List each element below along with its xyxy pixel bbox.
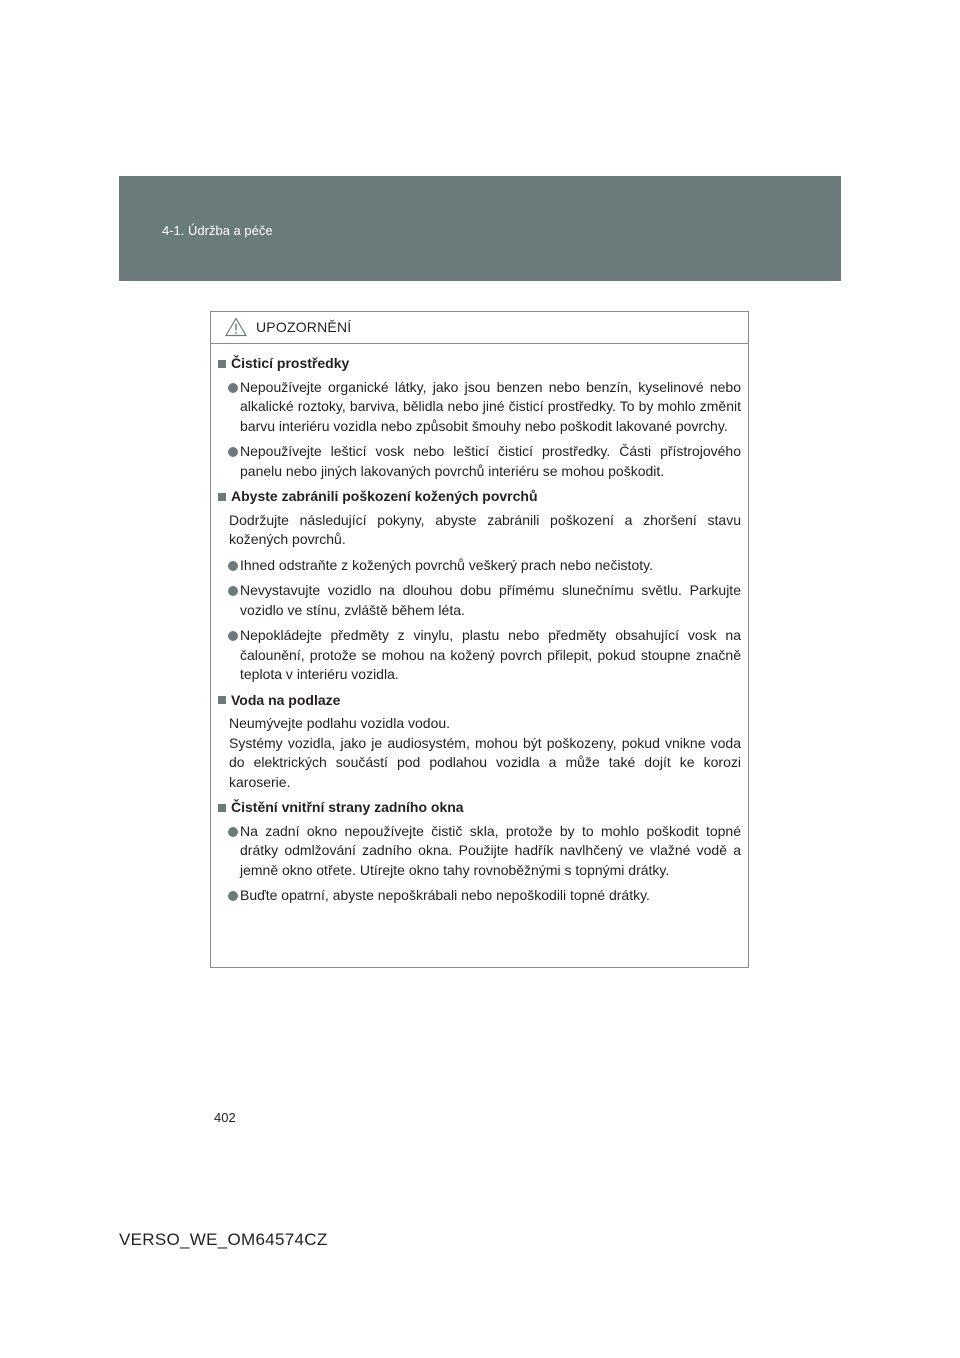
section-title-text: Čistění vnitřní strany zadního okna — [231, 799, 464, 815]
header-band — [119, 176, 841, 281]
round-bullet-icon — [228, 561, 238, 571]
list-item-text: Na zadní okno nepoužívejte čistič skla, protože by to mohlo poškodit topné drátky odmlžování zadního okna. Použijte hadřík navlhčený ve vlažné vodě a jemně okno otřete. Utírejte okno tahy rovnoběžnými s topnými drátky. — [240, 822, 741, 878]
list-item — [216, 556, 741, 576]
list-item — [216, 378, 741, 437]
warning-box — [210, 311, 749, 968]
list-item-text: Nepoužívejte lešticí vosk nebo lešticí čisticí prostředky. Části přístrojového panelu nebo jiných lakovaných povrchů interiéru se mohou poškodit. — [240, 443, 741, 479]
list-item — [216, 626, 741, 685]
round-bullet-icon — [228, 447, 238, 457]
warning-triangle-icon — [225, 317, 247, 337]
list-item — [216, 581, 741, 620]
round-bullet-icon — [228, 631, 238, 641]
square-bullet-icon — [218, 696, 226, 704]
round-bullet-icon — [228, 827, 238, 837]
section-title — [216, 691, 741, 711]
square-bullet-icon — [218, 360, 226, 368]
list-item — [216, 442, 741, 481]
list-item — [216, 822, 741, 881]
section-title — [216, 354, 741, 374]
section-title-text: Voda na podlaze — [231, 691, 341, 708]
section-title — [216, 487, 741, 507]
round-bullet-icon — [228, 383, 238, 393]
warning-title: UPOZORNĚNÍ — [256, 319, 352, 335]
list-item-text: Nepokládejte předměty z vinylu, plastu nebo předměty obsahující vosk na čalounění, protože se mohou na kožený povrch přilepit, pokud stoupne značně teplota v interiéru vozidla. — [240, 627, 741, 682]
list-item-text: Nepoužívejte organické látky, jako jsou benzen nebo benzín, kyselinové nebo alkalické roztoky, barviva, bělidla nebo jiné čisticí prostředky. To by mohlo změnit barvu interiéru vozidla nebo způsobit šmouhy nebo poškodit lakované povrchy. — [240, 378, 741, 434]
list-item-text: Buďte opatrní, abyste nepoškrábali nebo nepoškodili topné drátky. — [240, 887, 650, 903]
section-paragraph — [216, 714, 741, 792]
paragraph-line: Systémy vozidla, jako je audiosystém, mohou být poškozeny, pokud vnikne voda do elektrických součástí pod podlahou vozidla a může také dojít ke korozi karoserie. — [229, 734, 741, 790]
paragraph-line: Neumývejte podlahu vozidla vodou. — [229, 715, 451, 731]
list-item-text: Nevystavujte vozidlo na dlouhou dobu přímému slunečnímu světlu. Parkujte vozidlo ve stínu, zvláště během léta. — [240, 582, 741, 618]
section-intro: Dodržujte následující pokyny, abyste zabránili poškození a zhoršení stavu kožených povrchů. — [229, 511, 741, 547]
warning-body — [211, 344, 748, 906]
list-item-text: Ihned odstraňte z kožených povrchů veškerý prach nebo nečistoty. — [240, 556, 653, 573]
square-bullet-icon — [218, 493, 226, 501]
section-label: 4-1. Údržba a péče — [162, 223, 273, 238]
round-bullet-icon — [228, 586, 238, 596]
section-title — [216, 798, 741, 818]
square-bullet-icon — [218, 804, 226, 812]
document-code: VERSO_WE_OM64574CZ — [119, 1230, 328, 1249]
round-bullet-icon — [228, 891, 238, 901]
list-item — [216, 886, 741, 906]
page-number: 402 — [214, 1110, 236, 1125]
section-title-text: Čisticí prostředky — [231, 355, 350, 371]
warning-header — [211, 312, 748, 344]
section-title-text: Abyste zabránili poškození kožených povrchů — [231, 488, 538, 504]
